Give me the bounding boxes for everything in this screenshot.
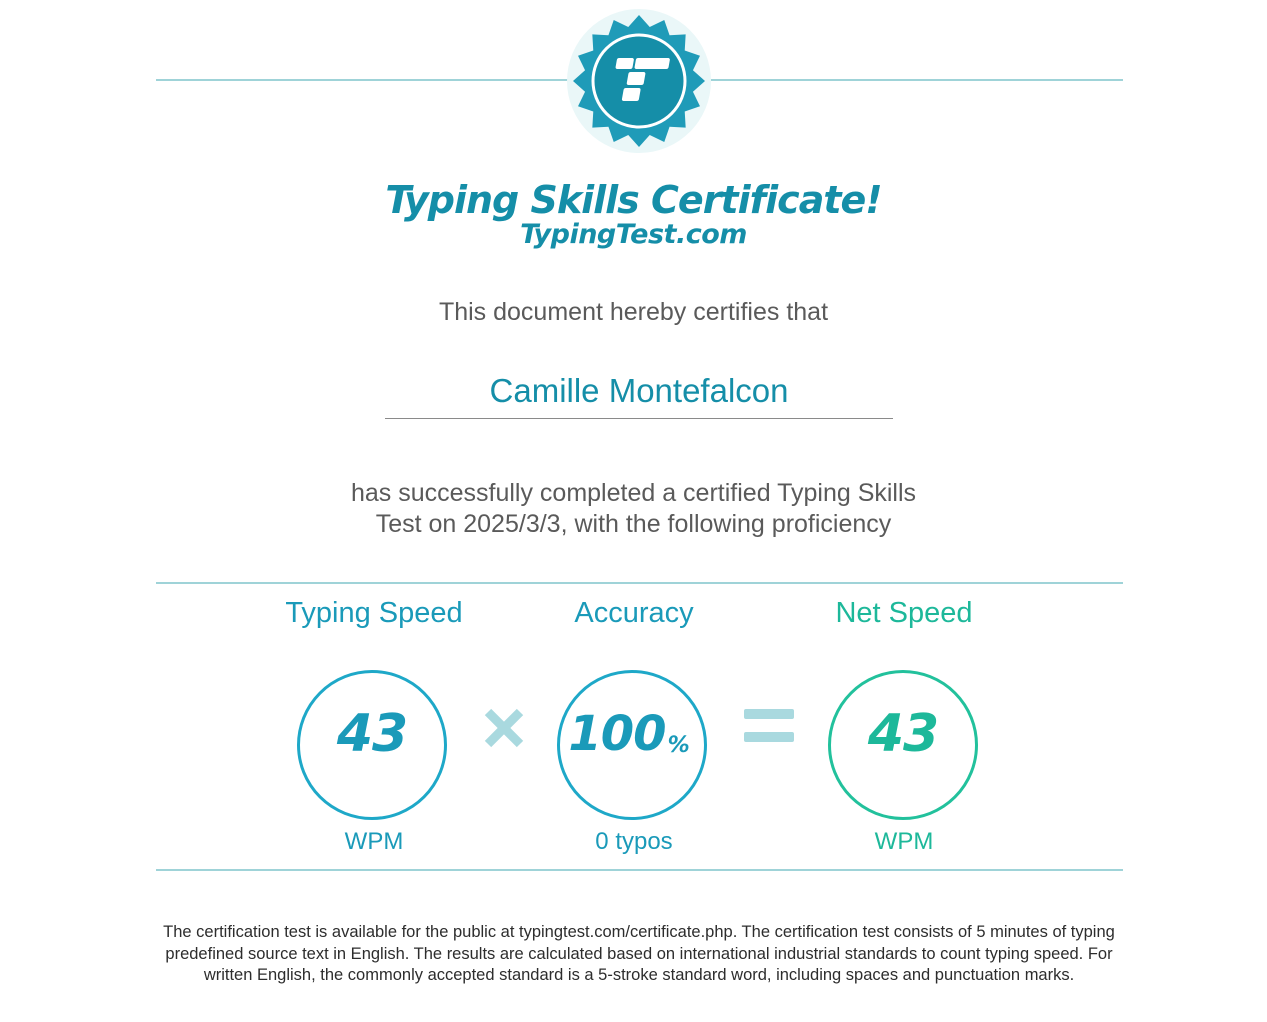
multiply-icon bbox=[479, 703, 529, 753]
footer-disclaimer: The certification test is available for the public at typingtest.com/certificate.php. The certification test consists of 5 minutes of typing predefined source text in English. The results are calculated based on international industrial standards to count typing speed. For written English, the commonly accepted standard is a 5-stroke standard word, including spaces and punctuation marks. bbox=[163, 923, 1115, 984]
net-speed-unit: WPM bbox=[874, 828, 934, 855]
typos-count: 0 typos bbox=[595, 828, 673, 855]
net-speed-circle bbox=[828, 670, 978, 820]
accuracy-value: 100 bbox=[568, 706, 666, 762]
accuracy-percent-sign: % bbox=[667, 732, 690, 758]
typing-speed-value: 43 bbox=[336, 704, 408, 764]
header-rule-left bbox=[156, 79, 569, 81]
accuracy-label: Accuracy bbox=[574, 597, 694, 629]
equals-icon bbox=[742, 706, 796, 746]
completion-line-2: Test on 2025/3/3, with the following proficiency bbox=[375, 510, 892, 538]
name-underline bbox=[385, 418, 893, 419]
site-name: TypingTest.com bbox=[520, 219, 747, 250]
typing-speed-label: Typing Speed bbox=[285, 597, 463, 629]
completion-line-1: has successfully completed a certified Typing Skills bbox=[350, 479, 917, 507]
typing-speed-circle bbox=[297, 670, 447, 820]
certifies-text: This document hereby certifies that bbox=[438, 298, 829, 326]
metrics-bottom-rule bbox=[156, 869, 1123, 871]
accuracy-circle bbox=[557, 670, 707, 820]
typingtest-t-badge-icon bbox=[566, 8, 712, 154]
certificate-title: Typing Skills Certificate! bbox=[385, 178, 882, 222]
recipient-name: Camille Montefalcon bbox=[489, 372, 789, 409]
header-rule-right bbox=[711, 79, 1123, 81]
completion-text bbox=[0, 478, 1267, 540]
net-speed-label: Net Speed bbox=[835, 597, 973, 629]
typing-speed-unit: WPM bbox=[344, 828, 404, 855]
net-speed-value: 43 bbox=[867, 704, 939, 764]
metrics-top-rule bbox=[156, 582, 1123, 584]
